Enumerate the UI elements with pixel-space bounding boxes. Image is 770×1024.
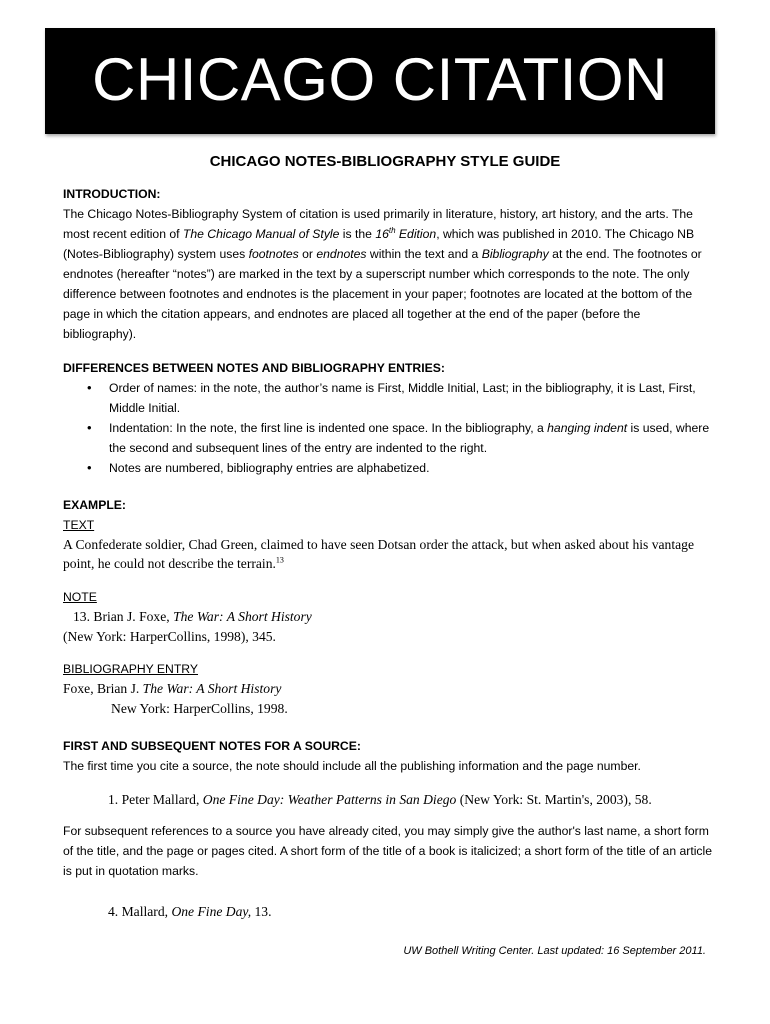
- text-label: TEXT: [63, 518, 95, 532]
- example-heading: EXAMPLE:: [63, 498, 126, 512]
- example-text: A Confederate soldier, Chad Green, claimed to have seen Dotsan order the attack, but when asked about his vantage point, he could not describe the terrain.$^{13}$: [63, 537, 694, 571]
- introduction-paragraph: The Chicago Notes-Bibliography System of citation is used primarily in literature, history, art history, and the arts. The most recent edition of The Chicago Manual of Style is the 16th Edition, which was published in 2010. The Chicago NB (Notes-Bibliography) system uses footnotes or endnotes within the text and a Bibliography at the end. The footnotes or endnotes (hereafter “notes”) are marked in the text by a superscript number which corresponds to the note. The only difference between footnotes and endnotes is the placement in your paper; footnotes are located at the bottom of the page in which the citation appears, and endnotes are placed all together at the end of the paper (before the bibliography).: [63, 207, 702, 341]
- note-label: NOTE: [63, 590, 97, 604]
- first-note-example: 1. Peter Mallard, One Fine Day: Weather Patterns in San Diego (New York: St. Martin's, 2003), 58.: [108, 792, 652, 807]
- differences-heading: DIFFERENCES BETWEEN NOTES AND BIBLIOGRAPHY ENTRIES:: [63, 361, 445, 375]
- subsequent-heading: FIRST AND SUBSEQUENT NOTES FOR A SOURCE:: [63, 739, 361, 753]
- manual-title: The Chicago Manual of Style: [182, 227, 340, 241]
- list-item: • Order of names: in the note, the author’s name is First, Middle Initial, Last; in the bibliography, it is Last, First, Middle Initial.: [63, 378, 713, 418]
- guide-subtitle: CHICAGO NOTES-BIBLIOGRAPHY STYLE GUIDE: [209, 153, 561, 170]
- introduction-heading: INTRODUCTION:: [63, 187, 161, 201]
- edition: 16th Edition: [375, 225, 437, 241]
- subsequent-paragraph-1: The first time you cite a source, the note should include all the publishing information and the page number.: [63, 759, 641, 773]
- introduction-section: [63, 184, 713, 344]
- note-example: 13. Brian J. Foxe, The War: A Short History (New York: HarperCollins, 1998), 345.: [63, 609, 312, 644]
- differences-section: [63, 358, 713, 478]
- document-title: CHICAGO CITATION: [92, 46, 668, 113]
- bibliography-label: BIBLIOGRAPHY ENTRY: [63, 662, 199, 676]
- subsequent-note-example: 4. Mallard, One Fine Day, 13.: [108, 904, 272, 919]
- differences-list: [63, 378, 713, 478]
- title-banner: [45, 28, 715, 134]
- list-item: • Notes are numbered, bibliography entries are alphabetized.: [63, 458, 713, 478]
- page-footer: UW Bothell Writing Center. Last updated: 16 September 2011.: [403, 945, 706, 957]
- example-section: [63, 495, 713, 535]
- subsequent-section: [63, 736, 713, 776]
- bibliography-label-block: [63, 659, 713, 679]
- bibliography-example: Foxe, Brian J. The War: A Short History New York: HarperCollins, 1998.: [63, 681, 288, 716]
- subsequent-paragraph-2: For subsequent references to a source you have already cited, you may simply give the author's last name, a short form of the title, and the page or pages cited. A short form of the title of a book is italicized; a short form of the title of an article is put in quotation marks.: [63, 824, 713, 878]
- note-label-block: [63, 587, 713, 607]
- list-item: • Indentation: In the note, the first line is indented one space. In the bibliography, a hanging indent is used, where the second and subsequent lines of the entry are indented to the right.: [63, 418, 713, 458]
